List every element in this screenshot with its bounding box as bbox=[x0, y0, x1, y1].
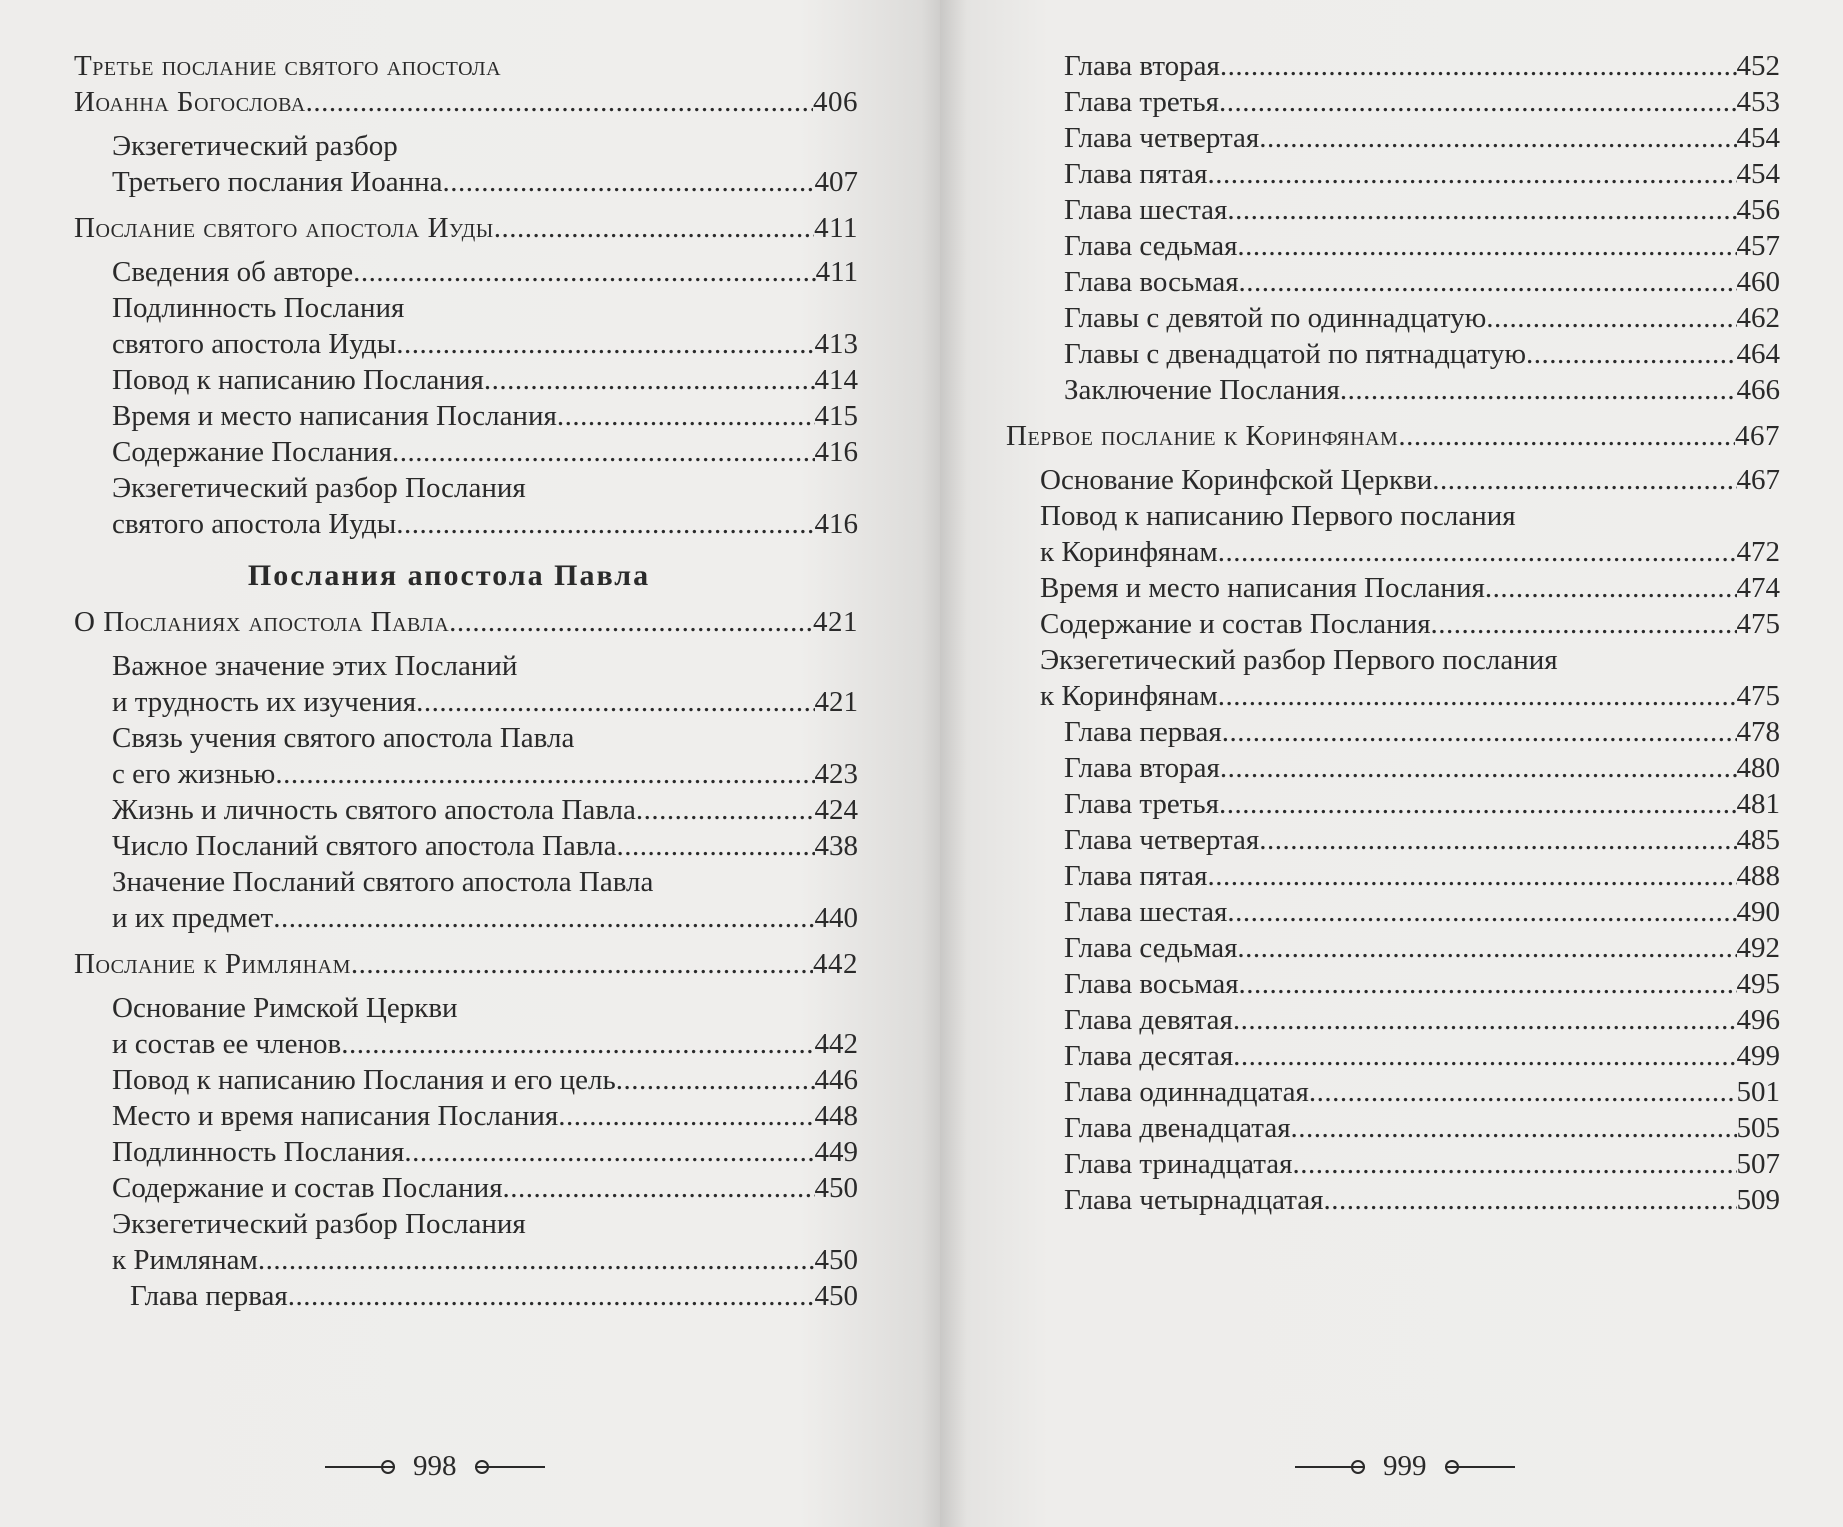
toc-entry-title: Жизнь и личность святого апостола Павла bbox=[112, 794, 636, 826]
toc-page-number: 449 bbox=[814, 1136, 858, 1168]
leader-dots bbox=[341, 1026, 814, 1062]
toc-page-number: 453 bbox=[1736, 86, 1780, 118]
toc-entry-title: Глава шестая bbox=[1064, 896, 1228, 928]
leader-dots bbox=[442, 164, 814, 200]
toc-page-number: 467 bbox=[1735, 420, 1780, 452]
leader-dots bbox=[1309, 1074, 1737, 1110]
toc-page-number: 474 bbox=[1736, 572, 1780, 604]
toc-entry[interactable] bbox=[1064, 930, 1780, 966]
toc-page-number: 407 bbox=[814, 166, 858, 198]
toc-entry[interactable] bbox=[112, 1062, 858, 1098]
leader-dots bbox=[1219, 84, 1737, 120]
toc-entry-title: Главы с двенадцатой по пятнадцатую bbox=[1064, 338, 1527, 370]
right-folio-number: 999 bbox=[1383, 1450, 1427, 1482]
toc-entry[interactable] bbox=[1040, 570, 1780, 606]
leader-dots bbox=[557, 398, 815, 434]
toc-page-number: 450 bbox=[814, 1172, 858, 1204]
toc-page-number: 440 bbox=[814, 902, 858, 934]
toc-entry-title: святого апостола Иуды bbox=[112, 328, 397, 360]
toc-page-number: 466 bbox=[1736, 374, 1780, 406]
toc-entry[interactable] bbox=[1064, 822, 1780, 858]
toc-entry-title: Экзегетический разбор Послания bbox=[112, 472, 526, 504]
toc-entry-title: к Римлянам bbox=[112, 1244, 258, 1276]
toc-entry[interactable] bbox=[74, 946, 858, 982]
toc-page-number: 416 bbox=[814, 436, 858, 468]
right-folio bbox=[1295, 1450, 1515, 1483]
leader-dots bbox=[1222, 714, 1737, 750]
toc-entry-title: Глава третья bbox=[1064, 86, 1219, 118]
toc-entry-title: Заключение Послания bbox=[1064, 374, 1340, 406]
toc-entry[interactable] bbox=[1064, 1002, 1780, 1038]
leader-dots bbox=[1485, 570, 1737, 606]
toc-entry-title: Число Посланий святого апостола Павла bbox=[112, 830, 617, 862]
leader-dots bbox=[1486, 300, 1736, 336]
leader-dots bbox=[1220, 48, 1737, 84]
leader-dots bbox=[616, 828, 814, 864]
leader-dots bbox=[1259, 822, 1736, 858]
toc-page-number: 462 bbox=[1736, 302, 1780, 334]
toc-entry-title: Глава четвертая bbox=[1064, 122, 1260, 154]
toc-page-number: 457 bbox=[1736, 230, 1780, 262]
ornament-left-icon bbox=[1295, 1466, 1365, 1468]
toc-entry-title: Подлинность Послания bbox=[112, 292, 405, 324]
toc-entry-title: Третьего послания Иоанна bbox=[112, 166, 443, 198]
toc-page-number: 505 bbox=[1736, 1112, 1780, 1144]
toc-entry-title: Глава девятая bbox=[1064, 1004, 1233, 1036]
toc-entry[interactable] bbox=[1040, 642, 1780, 714]
leader-dots bbox=[416, 684, 814, 720]
toc-entry-title: Глава первая bbox=[1064, 716, 1222, 748]
toc-page-number: 454 bbox=[1736, 158, 1780, 190]
right-page bbox=[940, 0, 1843, 1527]
toc-entry[interactable] bbox=[112, 828, 858, 864]
toc-entry[interactable] bbox=[112, 720, 858, 792]
leader-dots bbox=[1218, 678, 1737, 714]
toc-entry[interactable] bbox=[130, 1278, 858, 1314]
toc-page-number: 446 bbox=[814, 1064, 858, 1096]
toc-entry-title: Глава двенадцатая bbox=[1064, 1112, 1291, 1144]
toc-entry-title: Глава седьмая bbox=[1064, 932, 1238, 964]
toc-page-number: 442 bbox=[813, 948, 858, 980]
toc-page-number: 421 bbox=[814, 686, 858, 718]
toc-page-number: 460 bbox=[1736, 266, 1780, 298]
leader-dots bbox=[484, 362, 815, 398]
toc-page-number: 507 bbox=[1736, 1148, 1780, 1180]
toc-entry-title: Время и место написания Послания bbox=[112, 400, 557, 432]
toc-entry-title: Экзегетический разбор Первого послания bbox=[1040, 644, 1558, 676]
toc-entry[interactable] bbox=[1064, 894, 1780, 930]
toc-entry[interactable] bbox=[1064, 336, 1780, 372]
leader-dots bbox=[1324, 1182, 1737, 1218]
toc-entry-title: Содержание и состав Послания bbox=[112, 1172, 503, 1204]
toc-entry[interactable] bbox=[1064, 372, 1780, 408]
toc-entry[interactable] bbox=[1064, 192, 1780, 228]
toc-entry[interactable] bbox=[74, 210, 858, 246]
leader-dots bbox=[351, 946, 813, 982]
left-folio-number: 998 bbox=[413, 1450, 457, 1482]
toc-page-number: 480 bbox=[1736, 752, 1780, 784]
toc-page-number: 454 bbox=[1736, 122, 1780, 154]
leader-dots bbox=[396, 506, 814, 542]
toc-entry-title: Время и место написания Послания bbox=[1040, 572, 1485, 604]
toc-entry-title: Содержание Послания bbox=[112, 436, 392, 468]
toc-entry[interactable] bbox=[1040, 606, 1780, 642]
leader-dots bbox=[1218, 534, 1737, 570]
toc-entry[interactable] bbox=[1064, 120, 1780, 156]
leader-dots bbox=[503, 1170, 815, 1206]
toc-entry[interactable] bbox=[1064, 714, 1780, 750]
toc-entry-title: Глава вторая bbox=[1064, 752, 1220, 784]
toc-entry[interactable] bbox=[1064, 786, 1780, 822]
toc-entry[interactable] bbox=[1064, 228, 1780, 264]
toc-entry[interactable] bbox=[112, 1170, 858, 1206]
toc-entry[interactable] bbox=[112, 128, 858, 200]
toc-entry[interactable] bbox=[112, 1098, 858, 1134]
ornament-right-icon bbox=[1445, 1466, 1515, 1468]
toc-page-number: 450 bbox=[814, 1280, 858, 1312]
toc-entry[interactable] bbox=[112, 990, 858, 1062]
toc-entry[interactable] bbox=[1064, 156, 1780, 192]
leader-dots bbox=[1431, 606, 1737, 642]
toc-page-number: 448 bbox=[814, 1100, 858, 1132]
toc-entry-title: Подлинность Послания bbox=[112, 1136, 405, 1168]
toc-entry-title: Послание святого апостола Иуды bbox=[74, 212, 494, 244]
toc-entry[interactable] bbox=[1040, 462, 1780, 498]
toc-entry-title: Основание Коринфской Церкви bbox=[1040, 464, 1433, 496]
toc-entry-title: с его жизнью bbox=[112, 758, 276, 790]
toc-entry[interactable] bbox=[74, 604, 858, 640]
leader-dots bbox=[1398, 418, 1735, 454]
toc-entry-title: Глава десятая bbox=[1064, 1040, 1234, 1072]
toc-entry-title: Глава вторая bbox=[1064, 50, 1220, 82]
leader-dots bbox=[1259, 120, 1736, 156]
toc-entry-title: Глава третья bbox=[1064, 788, 1219, 820]
toc-entry-title: к Коринфянам bbox=[1040, 680, 1218, 712]
toc-page-number: 415 bbox=[814, 400, 858, 432]
toc-page-number: 438 bbox=[814, 830, 858, 862]
leader-dots bbox=[396, 326, 814, 362]
toc-entry-title: Связь учения святого апостола Павла bbox=[112, 722, 575, 754]
leader-dots bbox=[1239, 966, 1737, 1002]
toc-entry-title: Основание Римской Церкви bbox=[112, 992, 458, 1024]
toc-entry-title: Сведения об авторе bbox=[112, 256, 354, 288]
toc-entry-title: Глава шестая bbox=[1064, 194, 1228, 226]
toc-page-number: 501 bbox=[1736, 1076, 1780, 1108]
toc-entry[interactable] bbox=[112, 470, 858, 542]
toc-entry[interactable] bbox=[1064, 264, 1780, 300]
toc-entry[interactable] bbox=[112, 864, 858, 936]
toc-entry[interactable] bbox=[1064, 48, 1780, 84]
toc-page-number: 485 bbox=[1736, 824, 1780, 856]
toc-page-number: 416 bbox=[814, 508, 858, 540]
toc-entry-title: и их предмет bbox=[112, 902, 274, 934]
toc-page-number: 442 bbox=[814, 1028, 858, 1060]
toc-entry[interactable] bbox=[112, 1134, 858, 1170]
leader-dots bbox=[275, 756, 814, 792]
leader-dots bbox=[616, 1062, 815, 1098]
toc-entry[interactable] bbox=[1064, 84, 1780, 120]
toc-entry-title: Иоанна Богослова bbox=[74, 86, 306, 118]
toc-entry-title: и состав ее членов bbox=[112, 1028, 342, 1060]
toc-page-number: 424 bbox=[814, 794, 858, 826]
toc-entry[interactable] bbox=[1064, 750, 1780, 786]
leader-dots bbox=[258, 1242, 815, 1278]
toc-entry-title: Глава тринадцатая bbox=[1064, 1148, 1293, 1180]
toc-entry[interactable] bbox=[112, 1206, 858, 1278]
toc-page-number: 478 bbox=[1736, 716, 1780, 748]
toc-entry[interactable] bbox=[112, 648, 858, 720]
toc-entry-title: святого апостола Иуды bbox=[112, 508, 397, 540]
toc-entry-title: Первое послание к Коринфянам bbox=[1006, 420, 1399, 452]
toc-page-number: 492 bbox=[1736, 932, 1780, 964]
leader-dots bbox=[1227, 192, 1736, 228]
toc-entry[interactable] bbox=[1064, 966, 1780, 1002]
leader-dots bbox=[1432, 462, 1736, 498]
toc-entry[interactable] bbox=[1064, 1074, 1780, 1110]
toc-entry[interactable] bbox=[112, 792, 858, 828]
toc-entry[interactable] bbox=[1006, 418, 1780, 454]
toc-entry-title: Важное значение этих Посланий bbox=[112, 650, 518, 682]
leader-dots bbox=[449, 604, 813, 640]
toc-entry[interactable] bbox=[1064, 1182, 1780, 1218]
toc-entry-title: Послание к Римлянам bbox=[74, 948, 351, 980]
toc-entry[interactable] bbox=[1040, 498, 1780, 570]
toc-entry[interactable] bbox=[112, 398, 858, 434]
toc-entry-title: Главы с девятой по одиннадцатую bbox=[1064, 302, 1487, 334]
leader-dots bbox=[1207, 156, 1736, 192]
leader-dots bbox=[1291, 1110, 1737, 1146]
leader-dots bbox=[1233, 1038, 1736, 1074]
toc-entry-title: Повод к написанию Первого послания bbox=[1040, 500, 1516, 532]
toc-entry[interactable] bbox=[1064, 1146, 1780, 1182]
toc-entry-title: О Посланиях апостола Павла bbox=[74, 606, 450, 638]
toc-entry-title: Глава седьмая bbox=[1064, 230, 1238, 262]
toc-entry-title: Повод к написанию Послания bbox=[112, 364, 484, 396]
leader-dots bbox=[1237, 930, 1736, 966]
toc-page-number: 495 bbox=[1736, 968, 1780, 1000]
toc-entry[interactable] bbox=[74, 48, 858, 120]
leader-dots bbox=[1239, 264, 1737, 300]
toc-page-number: 499 bbox=[1736, 1040, 1780, 1072]
toc-page-number: 450 bbox=[814, 1244, 858, 1276]
toc-entry[interactable] bbox=[1064, 1110, 1780, 1146]
toc-entry-title: Глава одиннадцатая bbox=[1064, 1076, 1309, 1108]
toc-entry[interactable] bbox=[112, 254, 858, 290]
toc-entry-title: Место и время написания Послания bbox=[112, 1100, 559, 1132]
leader-dots bbox=[1292, 1146, 1736, 1182]
toc-page-number: 411 bbox=[814, 212, 858, 244]
toc-entry-title: Глава восьмая bbox=[1064, 968, 1239, 1000]
toc-page-number: 467 bbox=[1736, 464, 1780, 496]
toc-entry[interactable] bbox=[112, 362, 858, 398]
leader-dots bbox=[353, 254, 815, 290]
toc-entry-title: Значение Посланий святого апостола Павла bbox=[112, 866, 654, 898]
toc-entry-title: Экзегетический разбор bbox=[112, 130, 398, 162]
toc-entry[interactable] bbox=[112, 290, 858, 362]
toc-entry-title: Глава первая bbox=[130, 1280, 288, 1312]
toc-entry-title: Глава восьмая bbox=[1064, 266, 1239, 298]
toc-page-number: 406 bbox=[813, 86, 858, 118]
leader-dots bbox=[392, 434, 815, 470]
leader-dots bbox=[494, 210, 814, 246]
toc-page-number: 421 bbox=[813, 606, 858, 638]
ornament-right-icon bbox=[475, 1466, 545, 1468]
toc-page-number: 413 bbox=[814, 328, 858, 360]
toc-entry-title: Глава четырнадцатая bbox=[1064, 1184, 1324, 1216]
toc-page-number: 475 bbox=[1736, 680, 1780, 712]
leader-dots bbox=[1220, 750, 1737, 786]
leader-dots bbox=[288, 1278, 815, 1314]
toc-page-number: 481 bbox=[1736, 788, 1780, 820]
toc-page-number: 472 bbox=[1736, 536, 1780, 568]
toc-entry-title: Содержание и состав Послания bbox=[1040, 608, 1431, 640]
toc-entry[interactable] bbox=[1064, 858, 1780, 894]
leader-dots bbox=[1340, 372, 1737, 408]
toc-entry[interactable] bbox=[112, 434, 858, 470]
toc-entry-title: и трудность их изучения bbox=[112, 686, 417, 718]
toc-entry-title: Повод к написанию Послания и его цель bbox=[112, 1064, 616, 1096]
toc-entry[interactable] bbox=[1064, 300, 1780, 336]
leader-dots bbox=[273, 900, 814, 936]
toc-entry-title: Глава четвертая bbox=[1064, 824, 1260, 856]
leader-dots bbox=[1207, 858, 1736, 894]
toc-entry[interactable] bbox=[1064, 1038, 1780, 1074]
toc-page-number: 411 bbox=[815, 256, 858, 288]
left-folio bbox=[325, 1450, 545, 1483]
toc-page-number: 488 bbox=[1736, 860, 1780, 892]
leader-dots bbox=[1219, 786, 1737, 822]
toc-entry-title: Глава пятая bbox=[1064, 158, 1208, 190]
toc-entry-title: Экзегетический разбор Послания bbox=[112, 1208, 526, 1240]
toc-entry-title: Глава пятая bbox=[1064, 860, 1208, 892]
toc-page-number: 475 bbox=[1736, 608, 1780, 640]
leader-dots bbox=[1233, 1002, 1737, 1038]
toc-page-number: 423 bbox=[814, 758, 858, 790]
leader-dots bbox=[636, 792, 815, 828]
toc-entry-title: Третье послание святого апостола bbox=[74, 50, 502, 82]
toc-page-number: 456 bbox=[1736, 194, 1780, 226]
ornament-left-icon bbox=[325, 1466, 395, 1468]
leader-dots bbox=[1237, 228, 1736, 264]
toc-entry-title: к Коринфянам bbox=[1040, 536, 1218, 568]
leader-dots bbox=[1526, 336, 1736, 372]
section-heading: Послания апостола Павла bbox=[247, 559, 651, 592]
leader-dots bbox=[558, 1098, 814, 1134]
toc-page-number: 464 bbox=[1736, 338, 1780, 370]
toc-page-number: 509 bbox=[1736, 1184, 1780, 1216]
toc-page-number: 490 bbox=[1736, 896, 1780, 928]
leader-dots bbox=[1227, 894, 1736, 930]
leader-dots bbox=[306, 84, 813, 120]
toc-page-number: 414 bbox=[814, 364, 858, 396]
leader-dots bbox=[404, 1134, 814, 1170]
toc-page-number: 452 bbox=[1736, 50, 1780, 82]
toc-page-number: 496 bbox=[1736, 1004, 1780, 1036]
